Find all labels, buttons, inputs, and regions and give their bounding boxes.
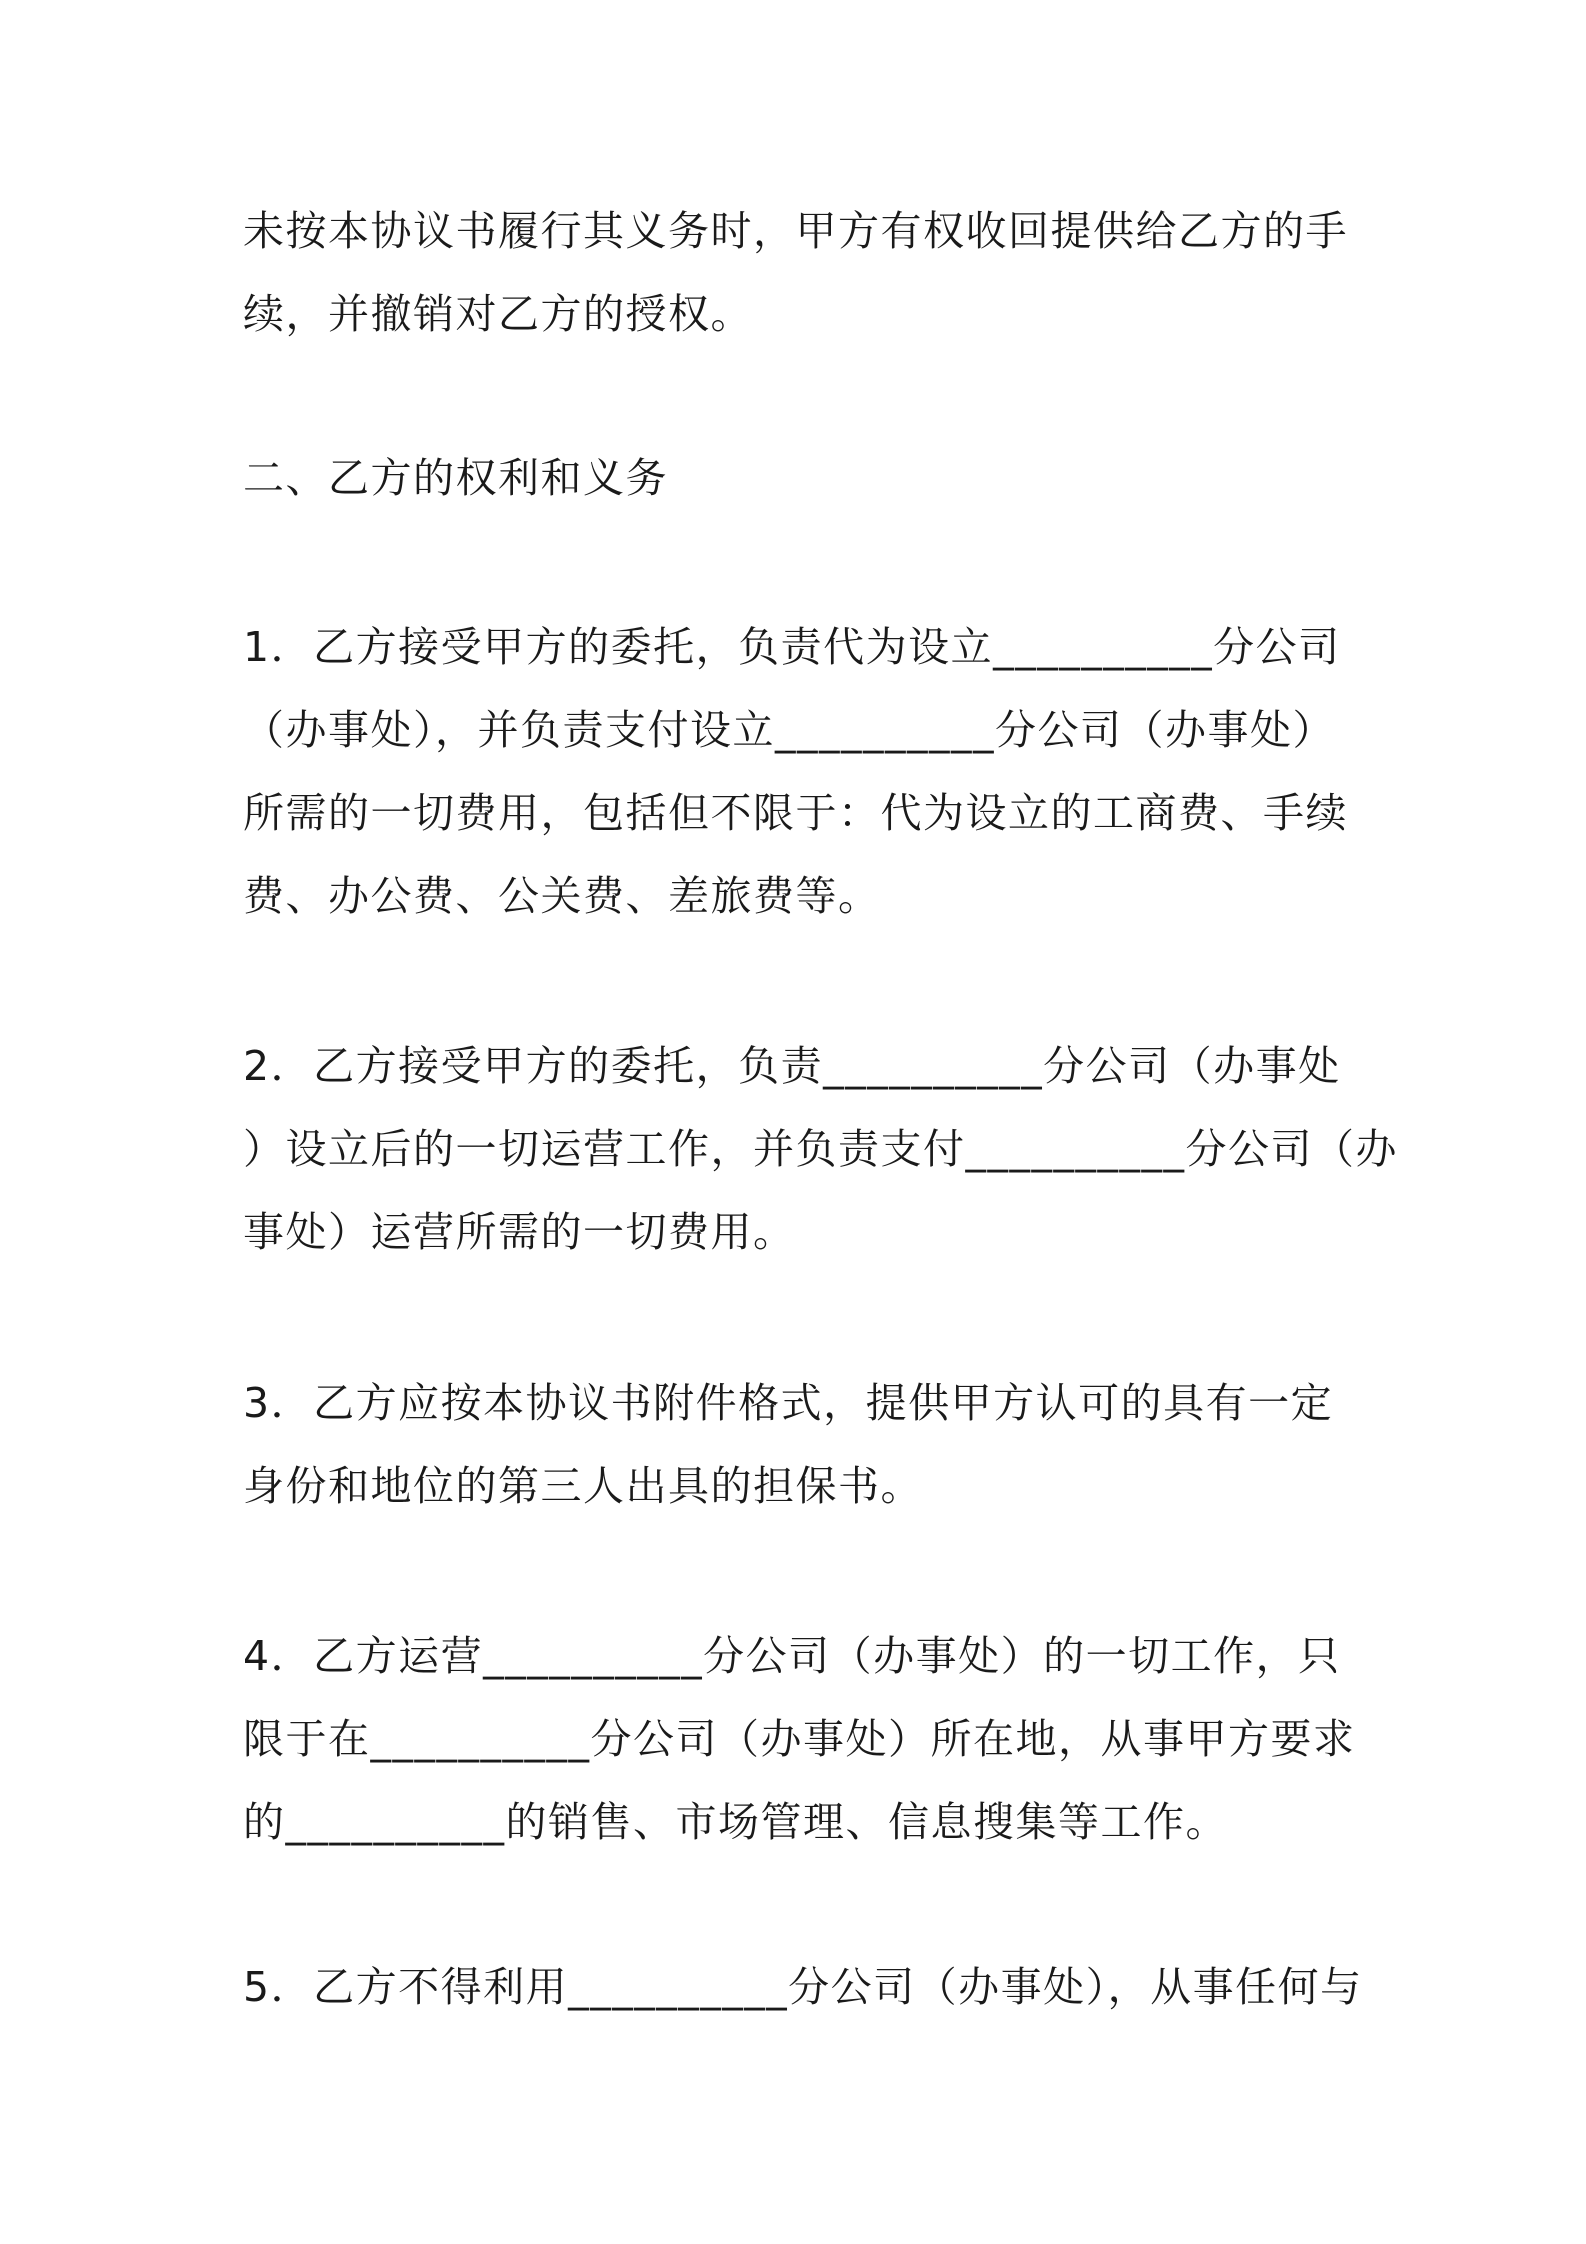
clause-1	[243, 606, 1373, 938]
text-line: 所需的一切费用，包括但不限于：代为设立的工商费、手续	[243, 789, 1348, 837]
text-line: 3．乙方应按本协议书附件格式，提供甲方认可的具有一定	[243, 1379, 1334, 1427]
text-line: 5．乙方不得利用__________分公司（办事处），从事任何与	[243, 1963, 1363, 2011]
text-line: 续，并撤销对乙方的授权。	[243, 290, 753, 338]
text-line: 限于在__________分公司（办事处）所在地，从事甲方要求	[243, 1715, 1356, 1763]
text-line: 费、办公费、公关费、差旅费等。	[243, 872, 881, 920]
text-line: 身份和地位的第三人出具的担保书。	[243, 1462, 923, 1510]
text-line: ）设立后的一切运营工作，并负责支付__________分公司（办	[243, 1125, 1398, 1173]
text-line: 4．乙方运营__________分公司（办事处）的一切工作，只	[243, 1632, 1341, 1680]
text-line: 事处）运营所需的一切费用。	[243, 1208, 796, 1256]
text-line: （办事处），并负责支付设立__________分公司（办事处）	[243, 706, 1335, 754]
heading-text: 二、乙方的权利和义务	[243, 454, 668, 502]
clause-2	[243, 1025, 1398, 1274]
text-line: 的__________的销售、市场管理、信息搜集等工作。	[243, 1798, 1228, 1846]
section-heading	[243, 437, 1373, 520]
text-line: 2．乙方接受甲方的委托，负责__________分公司（办事处	[243, 1042, 1341, 1090]
paragraph-continuation	[243, 190, 1373, 356]
clause-5	[243, 1946, 1373, 2029]
text-line: 未按本协议书履行其义务时，甲方有权收回提供给乙方的手	[243, 207, 1348, 255]
clause-3	[243, 1362, 1373, 1528]
clause-4	[243, 1615, 1373, 1864]
text-line: 1．乙方接受甲方的委托，负责代为设立__________分公司	[243, 623, 1341, 671]
